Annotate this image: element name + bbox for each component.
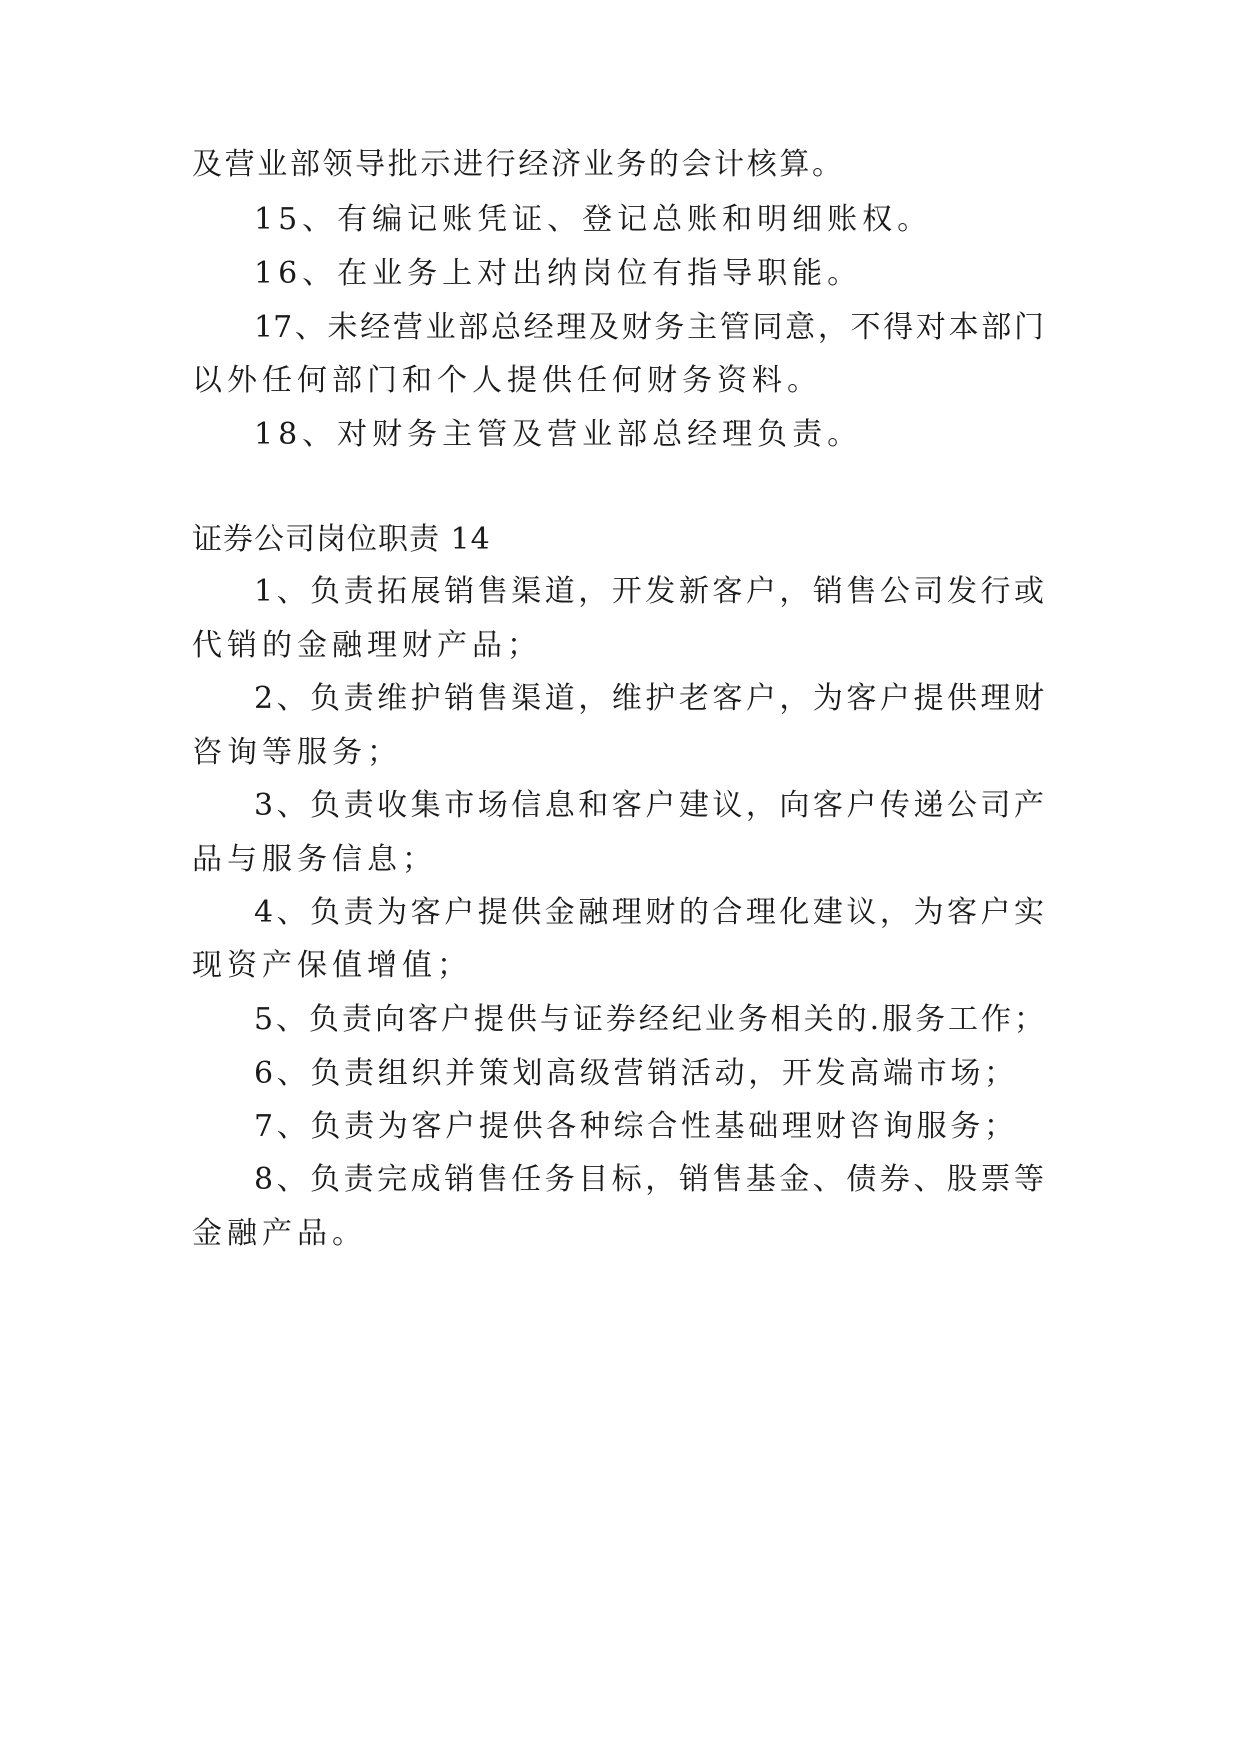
duty-3: 3、负责收集市场信息和客户建议，向客户传递公司产 [254,788,1044,823]
duty-1-cont: 代销的金融理财产品； [192,628,542,663]
duty-4-cont: 现资产保值增值； [192,948,472,983]
duty-2: 2、负责维护销售渠道，维护老客户，为客户提供理财 [254,681,1044,716]
duty-7: 7、负责为客户提供各种综合性基础理财咨询服务； [254,1109,1014,1144]
duty-8: 8、负责完成销售任务目标，销售基金、债券、股票等 [254,1162,1044,1197]
section-title: 证券公司岗位职责 14 [192,522,491,557]
duty-1: 1、负责拓展销售渠道，开发新客户，销售公司发行或 [254,574,1044,609]
duty-3-cont: 品与服务信息； [192,842,437,877]
paragraph-continuation: 及营业部领导批示进行经济业务的会计核算。 [192,147,842,182]
list-item-18: 18、对财务主管及营业部总经理负责。 [254,417,863,452]
duty-6: 6、负责组织并策划高级营销活动，开发高端市场； [254,1056,1014,1091]
list-item-17-cont: 以外任何部门和个人提供任何财务资料。 [192,363,822,398]
list-item-17: 17、未经营业部总经理及财务主管同意，不得对本部门 [254,310,1044,345]
duty-5: 5、负责向客户提供与证券经纪业务相关的.服务工作； [254,1002,1044,1037]
duty-2-cont: 咨询等服务； [192,735,402,770]
duty-4: 4、负责为客户提供金融理财的合理化建议，为客户实 [254,895,1044,930]
list-item-16: 16、在业务上对出纳岗位有指导职能。 [254,256,863,291]
list-item-15: 15、有编记账凭证、登记总账和明细账权。 [254,202,933,237]
duty-8-cont: 金融产品。 [192,1216,367,1251]
